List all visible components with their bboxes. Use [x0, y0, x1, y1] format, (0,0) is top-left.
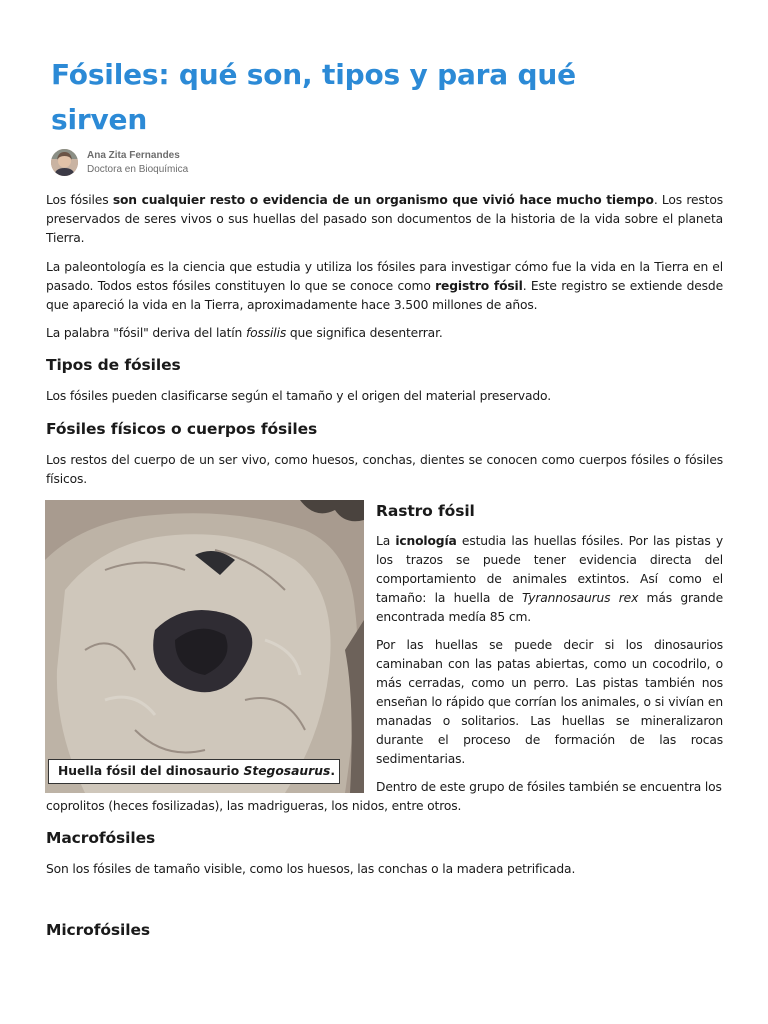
etymology-paragraph — [46, 324, 723, 343]
rastro-paragraph-2: Por las huellas se puede decir si los dinosaurios caminaban con las patas abiertas, como un cocodrilo, o más cerradas, como un perro. Las pistas también nos enseñan lo rápido que corrían los animales, o si vivían en manadas o solitarios. Las huellas se mineralizaron durante el proceso de formación de las rocas sedimentarias. — [376, 638, 723, 766]
intro-p2-b: registro fósil — [435, 279, 523, 293]
avatar-portrait-icon — [51, 149, 78, 176]
intro-p1-a: Los fósiles — [46, 193, 113, 207]
author-name[interactable]: Ana Zita Fernandes — [87, 150, 180, 161]
caption-species: Stegosaurus — [243, 764, 331, 778]
intro-p3-i: fossilis — [245, 326, 287, 340]
rastro-paragraph-1 — [376, 532, 723, 627]
heading-fisicos: Fósiles físicos o cuerpos fósiles — [46, 420, 318, 438]
intro-p3-c: que significa desenterrar. — [286, 326, 443, 340]
rastro-p1-c: estudia las huellas fósiles. Por las pistas y los trazos se puede tener evidencia directa del comportamiento de animales extintos. Así como el tamaño: la huella de — [376, 534, 723, 605]
macro-paragraph: Son los fósiles de tamaño visible, como los huesos, las conchas o la madera petrificada. — [46, 862, 576, 876]
rastro-paragraph-3-line1: Dentro de este grupo de fósiles también se encuentra los — [376, 780, 722, 794]
heading-rastro: Rastro fósil — [376, 502, 475, 520]
rastro-p1-i: Tyrannosaurus rex — [521, 591, 639, 605]
heading-macro: Macrofósiles — [46, 829, 156, 847]
intro-paragraph — [46, 191, 723, 248]
rastro-p1-b: icnología — [395, 534, 457, 548]
intro-p1-b: son cualquier resto o evidencia de un organismo que vivió hace mucho tiempo — [112, 193, 654, 207]
tipos-paragraph: Los fósiles pueden clasificarse según el tamaño y el origen del material preservado. — [46, 389, 551, 403]
rastro-paragraph-3-line2: coprolitos (heces fosilizadas), las madrigueras, los nidos, entre otros. — [46, 799, 462, 813]
rastro-p1-d: más grande encontrada medía 85 cm. — [376, 591, 723, 624]
caption-text-a: Huella fósil del dinosaurio — [58, 764, 244, 778]
author-avatar[interactable] — [51, 149, 78, 176]
intro-p1-c: . Los restos preservados de seres vivos o sus huellas del pasado son documentos de la historia de la vida sobre el planeta Tierra. — [46, 193, 723, 245]
intro-p3-a: La palabra "fósil" deriva del latín — [46, 326, 246, 340]
figure-caption — [48, 759, 340, 784]
caption-text-c: . — [330, 764, 335, 778]
paleontology-paragraph — [46, 258, 723, 315]
fisicos-paragraph: Los restos del cuerpo de un ser vivo, como huesos, conchas, dientes se conocen como cuerpos fósiles o fósiles físicos. — [46, 453, 723, 486]
intro-p2-c: . Este registro se extiende desde que apareció la vida en la Tierra, aproximadamente hace 3.500 millones de años. — [46, 279, 723, 312]
heading-micro: Microfósiles — [46, 921, 151, 939]
page-title: Fósiles: qué son, tipos y para qué sirven — [51, 58, 576, 136]
author-role: Doctora en Bioquímica — [87, 164, 189, 175]
stegosaurus-footprint-photo — [45, 500, 364, 793]
heading-tipos: Tipos de fósiles — [46, 356, 181, 374]
intro-p2-a: La paleontología es la ciencia que estudia y utiliza los fósiles para investigar cómo fue la vida en la Tierra en el pasado. Todos estos fósiles constituyen lo que se conoce como — [46, 260, 723, 293]
rastro-p1-a: La — [376, 534, 396, 548]
fossil-rock-image — [45, 500, 364, 793]
